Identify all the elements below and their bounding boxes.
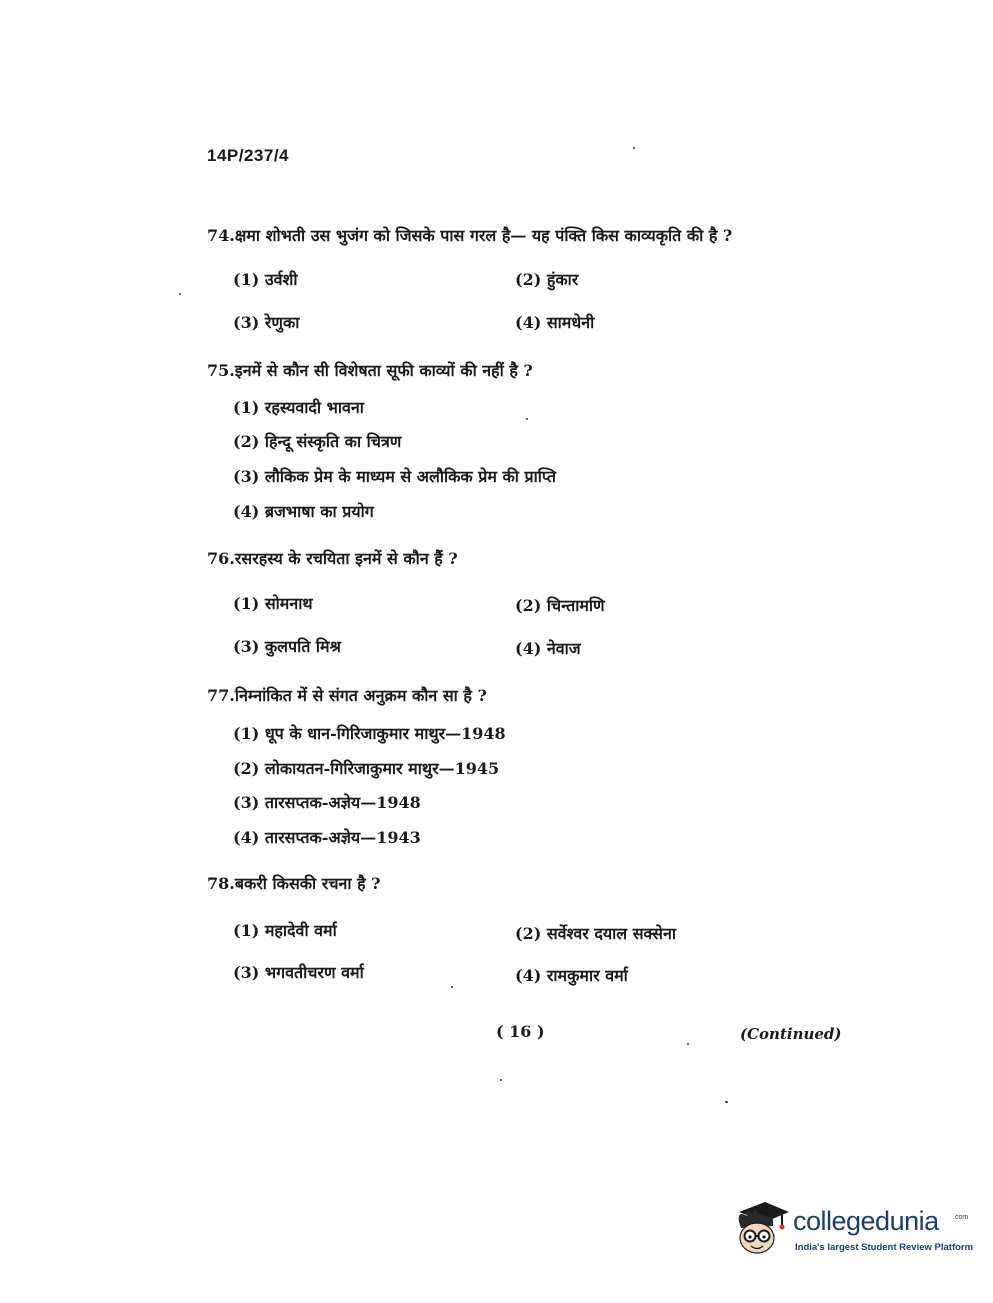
question-76: 76.रसरहस्य के रचयिता इनमें से कौन हैं ? [207, 549, 458, 568]
question-74: 74.क्षमा शोभती उस भुजंग को जिसके पास गरल है— यह पंक्ति किस काव्यकृति की है ? [207, 226, 733, 245]
brand-name: collegedunia [793, 1206, 939, 1236]
question-75: 75.इनमें से कौन सी विशेषता सूफी काव्यों की नहीं है ? [207, 361, 533, 380]
question-77: 77.निम्नांकित में से संगत अनुक्रम कौन सा है ? [207, 686, 487, 705]
scan-speck [179, 293, 181, 295]
q78-option-1: (1) महादेवी वर्मा [233, 921, 337, 940]
q75-option-4: (4) ब्रजभाषा का प्रयोग [233, 502, 374, 521]
scan-speck [725, 1101, 728, 1103]
q77-option-2: (2) लोकायतन-गिरिजाकुमार माथुर—1945 [233, 759, 500, 778]
scan-speck [451, 986, 453, 988]
q77-option-1: (1) धूप के धान-गिरिजाकुमार माथुर—1948 [233, 724, 506, 743]
q76-option-1: (1) सोमनाथ [233, 594, 313, 613]
page-number: ( 16 ) [496, 1022, 545, 1041]
q76-option-3: (3) कुलपति मिश्र [233, 637, 341, 656]
q77-option-3: (3) तारसप्तक-अज्ञेय—1948 [233, 793, 421, 812]
scan-speck [500, 1079, 502, 1081]
continued-label: (Continued) [740, 1025, 842, 1043]
q74-option-3: (3) रेणुका [233, 313, 300, 332]
q76-option-4: (4) नेवाज [515, 639, 581, 658]
brand-tagline: India's largest Student Review Platform [795, 1242, 974, 1253]
brand-suffix: .com [953, 1214, 969, 1221]
scan-speck [687, 1043, 689, 1045]
scan-speck [526, 418, 528, 420]
paper-code: 14P/237/4 [207, 146, 290, 165]
mascot-graduate-icon [733, 1196, 791, 1258]
q74-option-1: (1) उर्वशी [233, 270, 298, 289]
q74-option-4: (4) सामधेनी [515, 313, 595, 332]
scan-speck [633, 147, 635, 149]
q78-option-3: (3) भगवतीचरण वर्मा [233, 963, 364, 982]
q74-option-2: (2) हुंकार [515, 270, 579, 289]
q75-option-2: (2) हिन्दू संस्कृति का चित्रण [233, 432, 402, 451]
collegedunia-watermark [733, 1196, 974, 1266]
q78-option-2: (2) सर्वेश्वर दयाल सक्सेना [515, 924, 676, 943]
q76-option-2: (2) चिन्तामणि [515, 596, 605, 615]
question-78: 78.बकरी किसकी रचना है ? [207, 874, 381, 893]
q75-option-1: (1) रहस्यवादी भावना [233, 398, 364, 417]
q77-option-4: (4) तारसप्तक-अज्ञेय—1943 [233, 828, 421, 847]
q75-option-3: (3) लौकिक प्रेम के माध्यम से अलौकिक प्रेम की प्राप्ति [233, 467, 556, 486]
q78-option-4: (4) रामकुमार वर्मा [515, 966, 628, 985]
